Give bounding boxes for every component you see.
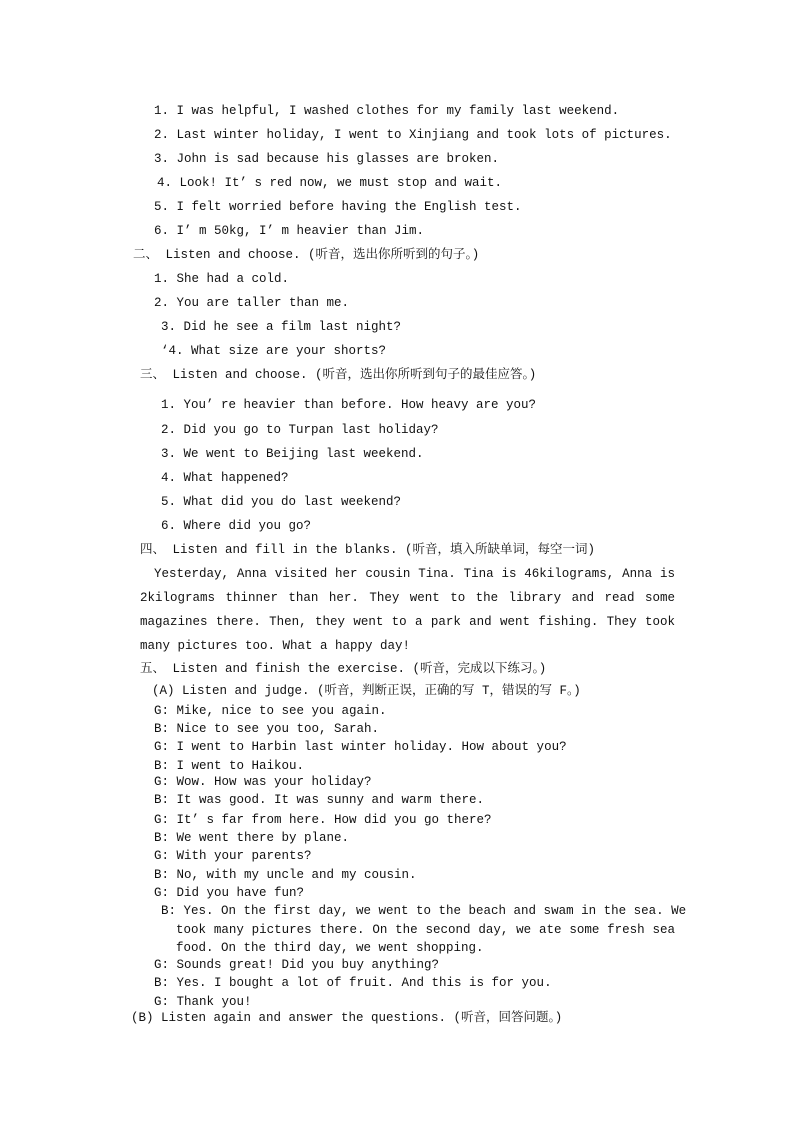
section-heading-2: 二、 Listen and choose. (听音，选出你所听到的句子。) xyxy=(133,248,480,262)
sentence-item: ‘4. What size are your shorts? xyxy=(161,344,387,358)
dialog-line: B: Yes. I bought a lot of fruit. And this is for you. xyxy=(154,976,552,990)
part-b-heading: (B) Listen again and answer the questions. (听音，回答问题。) xyxy=(131,1011,563,1025)
section-heading-5: 五、 Listen and finish the exercise. (听音，完成以下练习。) xyxy=(140,662,547,676)
dialog-line-continuation: took many pictures there. On the second day, we ate some fresh sea food. On the third day, we went shopping. xyxy=(176,923,675,955)
dialog-line: G: With your parents? xyxy=(154,849,312,863)
part-a-heading: (A) Listen and judge. (听音，判断正误，正确的写 T，错误的写 F。) xyxy=(152,684,581,698)
section-heading-4: 四、 Listen and fill in the blanks. (听音，填入所缺单词，每空一词) xyxy=(140,543,596,557)
sentence-item: 1. I was helpful, I washed clothes for my family last weekend. xyxy=(154,104,620,118)
sentence-item: 4. What happened? xyxy=(161,471,289,485)
dialog-line: G: Thank you! xyxy=(154,995,252,1009)
dialog-line: G: Mike, nice to see you again. xyxy=(154,704,387,718)
sentence-item: 5. I felt worried before having the English test. xyxy=(154,200,522,214)
sentence-item: 2. Last winter holiday, I went to Xinjiang and took lots of pictures. xyxy=(154,128,672,142)
sentence-item: 1. She had a cold. xyxy=(154,272,290,286)
sentence-item: 3. We went to Beijing last weekend. xyxy=(161,447,424,461)
dialog-line: G: I went to Harbin last winter holiday. How about you? xyxy=(154,740,567,754)
sentence-item: 3. John is sad because his glasses are broken. xyxy=(154,152,500,166)
dialog-line: G: It’ s far from here. How did you go there? xyxy=(154,813,492,827)
sentence-item: 6. I’ m 50kg, I’ m heavier than Jim. xyxy=(154,224,425,238)
dialog-line: B: It was good. It was sunny and warm there. xyxy=(154,793,485,807)
sentence-item: 4. Look! It’ s red now, we must stop and wait. xyxy=(157,176,503,190)
sentence-item: 2. Did you go to Turpan last holiday? xyxy=(161,423,439,437)
sentence-item: 1. You’ re heavier than before. How heavy are you? xyxy=(161,398,537,412)
dialog-line-long: B: Yes. On the first day, we went to the beach and swam in the sea. We xyxy=(161,904,687,918)
dialog-line: B: No, with my uncle and my cousin. xyxy=(154,868,417,882)
dialog-line: G: Did you have fun? xyxy=(154,886,305,900)
dialog-line: G: Wow. How was your holiday? xyxy=(154,775,372,789)
sentence-item: 2. You are taller than me. xyxy=(154,296,350,310)
dialog-line: B: Nice to see you too, Sarah. xyxy=(154,722,380,736)
dialog-line: B: We went there by plane. xyxy=(154,831,350,845)
fill-blank-passage: Yesterday, Anna visited her cousin Tina. Tina is 46kilograms, Anna is 2kilograms thinner than her. They went to the library and read some magazines there. Then, they went to a park and went fishing. They took many pictures too. What a happy day! xyxy=(140,567,675,653)
sentence-item: 3. Did he see a film last night? xyxy=(161,320,402,334)
dialog-line: B: I went to Haikou. xyxy=(154,759,305,773)
section-heading-3: 三、 Listen and choose. (听音，选出你所听到句子的最佳应答。) xyxy=(140,368,537,382)
dialog-line: G: Sounds great! Did you buy anything? xyxy=(154,958,440,972)
sentence-item: 5. What did you do last weekend? xyxy=(161,495,402,509)
sentence-item: 6. Where did you go? xyxy=(161,519,312,533)
